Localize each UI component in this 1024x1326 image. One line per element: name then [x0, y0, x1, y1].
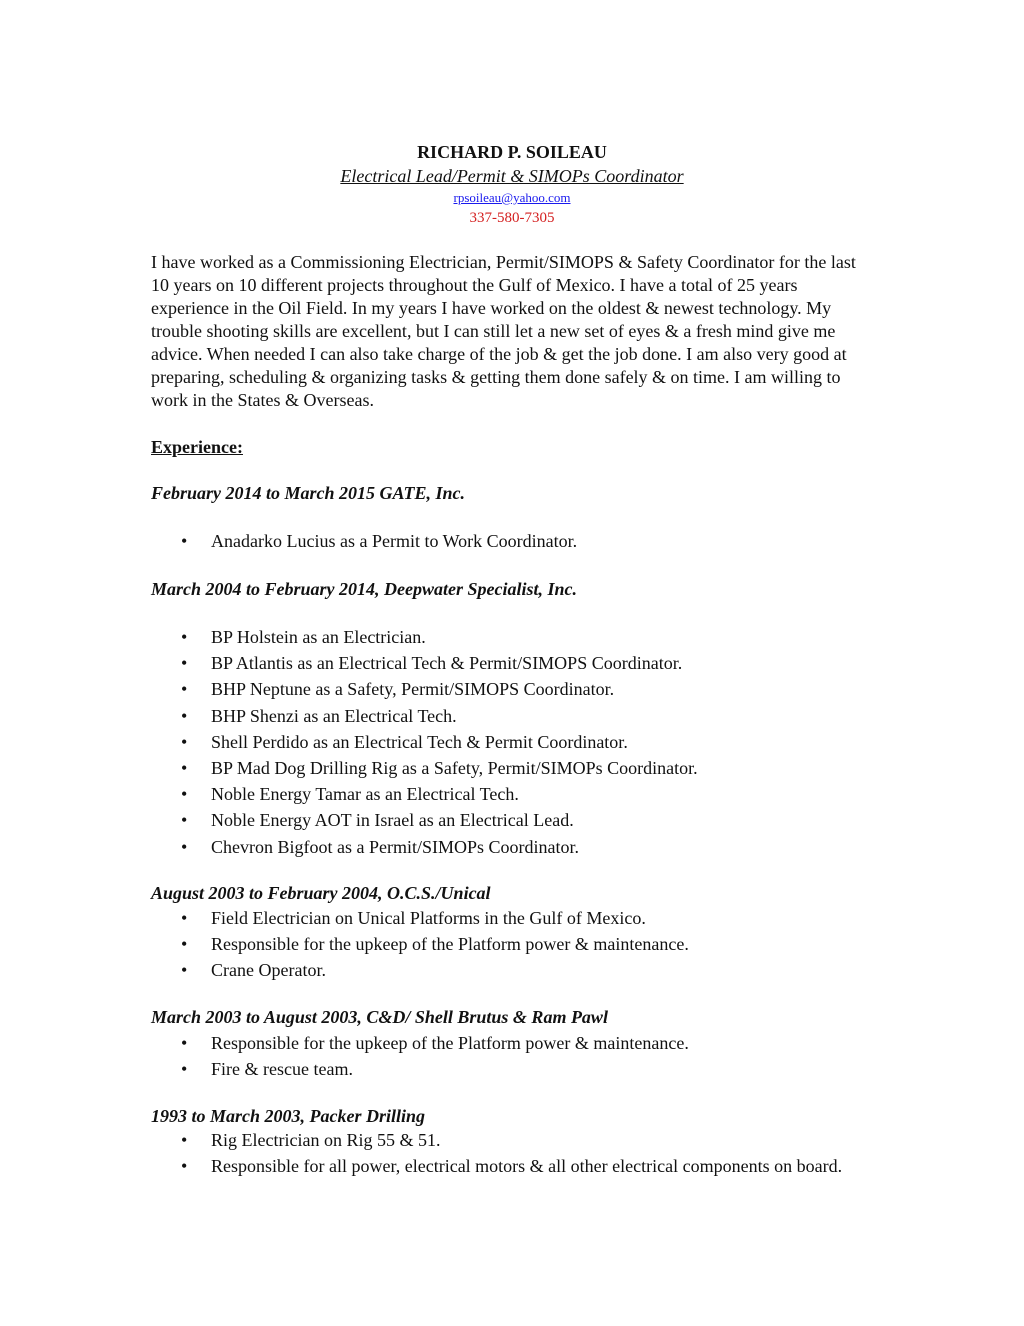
- list-item: [151, 1155, 876, 1178]
- duty-text: BHP Neptune as a Safety, Permit/SIMOPS Coordinator.: [211, 679, 615, 700]
- resume-header: [0, 140, 1024, 228]
- job-heading: March 2004 to February 2014, Deepwater Specialist, Inc.: [151, 579, 577, 599]
- job-heading: March 2003 to August 2003, C&D/ Shell Brutus & Ram Pawl: [151, 1007, 608, 1027]
- duty-text: Noble Energy AOT in Israel as an Electrical Lead.: [211, 810, 574, 831]
- duty-text: Crane Operator.: [211, 960, 326, 981]
- duty-text: Anadarko Lucius as a Permit to Work Coordinator.: [211, 531, 578, 551]
- bullet-icon: •: [181, 836, 188, 857]
- bullet-icon: •: [181, 934, 188, 955]
- duty-text: BP Mad Dog Drilling Rig as a Safety, Permit/SIMOPs Coordinator.: [211, 758, 698, 779]
- bullet-icon: •: [181, 758, 188, 779]
- job-heading: August 2003 to February 2004, O.C.S./Unical: [151, 883, 491, 903]
- bullet-icon: •: [181, 908, 188, 928]
- bullet-icon: •: [181, 1033, 188, 1053]
- duty-text: Noble Energy Tamar as an Electrical Tech.: [211, 784, 519, 805]
- job-duties-list: [151, 1030, 876, 1082]
- list-item: [151, 834, 876, 860]
- list-item: [151, 530, 876, 553]
- bullet-icon: •: [181, 784, 188, 805]
- bullet-icon: •: [181, 810, 188, 831]
- job-duties-list: [151, 530, 876, 553]
- bullet-icon: •: [181, 531, 188, 551]
- list-item: [151, 931, 876, 957]
- job-heading: 1993 to March 2003, Packer Drilling: [151, 1106, 426, 1126]
- list-item: [151, 807, 876, 833]
- bullet-icon: •: [181, 731, 188, 752]
- job-duties-list: [151, 1129, 876, 1178]
- list-item: [151, 624, 876, 650]
- duty-text: Field Electrician on Unical Platforms in the Gulf of Mexico.: [211, 908, 646, 928]
- duty-text: Responsible for the upkeep of the Platform power & maintenance.: [211, 1033, 689, 1053]
- duty-text: Fire & rescue team.: [211, 1059, 353, 1080]
- bullet-icon: •: [181, 653, 188, 674]
- summary-paragraph: I have worked as a Commissioning Electrician, Permit/SIMOPS & Safety Coordinator for the last 10 years on 10 different projects throughout the Gulf of Mexico. I have a total of 25 years experience in the Oil Field. In my years I have worked on the oldest & newest technology. My trouble shooting skills are excellent, but I can still let a new set of eyes & a fresh mind give me advice. When needed I can also take charge of the job & get the job done. I am also very good at preparing, scheduling & organizing tasks & getting them done safely & on time. I am willing to work in the States & Overseas.: [151, 252, 856, 410]
- bullet-icon: •: [181, 1130, 188, 1150]
- bullet-icon: •: [181, 679, 188, 700]
- job-duties-list: [151, 624, 876, 860]
- list-item: [151, 676, 876, 702]
- job-heading: February 2014 to March 2015 GATE, Inc.: [151, 483, 466, 503]
- bullet-icon: •: [181, 627, 188, 647]
- list-item: [151, 650, 876, 676]
- list-item: [151, 1129, 876, 1152]
- list-item: [151, 1030, 876, 1056]
- duty-text: Responsible for all power, electrical motors & all other electrical components on board.: [211, 1156, 843, 1176]
- list-item: [151, 703, 876, 729]
- bullet-icon: •: [181, 1156, 188, 1176]
- duty-text: Chevron Bigfoot as a Permit/SIMOPs Coordinator.: [211, 836, 579, 857]
- list-item: [151, 1056, 876, 1082]
- duty-text: Responsible for the upkeep of the Platform power & maintenance.: [211, 934, 689, 955]
- email-link[interactable]: rpsoileau@yahoo.com: [453, 190, 571, 205]
- duty-text: Rig Electrician on Rig 55 & 51.: [211, 1130, 441, 1150]
- list-item: [151, 755, 876, 781]
- bullet-icon: •: [181, 960, 188, 981]
- phone-number: 337-580-7305: [469, 210, 555, 226]
- duty-text: BHP Shenzi as an Electrical Tech.: [211, 705, 457, 726]
- list-item: [151, 781, 876, 807]
- job-title: Electrical Lead/Permit & SIMOPs Coordinator: [340, 166, 684, 186]
- job-duties-list: [151, 905, 876, 984]
- bullet-icon: •: [181, 705, 188, 726]
- duty-text: Shell Perdido as an Electrical Tech & Permit Coordinator.: [211, 731, 628, 752]
- candidate-name: RICHARD P. SOILEAU: [417, 142, 607, 162]
- duty-text: BP Holstein as an Electrician.: [211, 627, 426, 647]
- duty-text: BP Atlantis as an Electrical Tech & Permit/SIMOPS Coordinator.: [211, 653, 683, 674]
- list-item: [151, 729, 876, 755]
- list-item: [151, 905, 876, 931]
- list-item: [151, 957, 876, 983]
- bullet-icon: •: [181, 1059, 188, 1080]
- experience-heading: Experience:: [151, 437, 243, 457]
